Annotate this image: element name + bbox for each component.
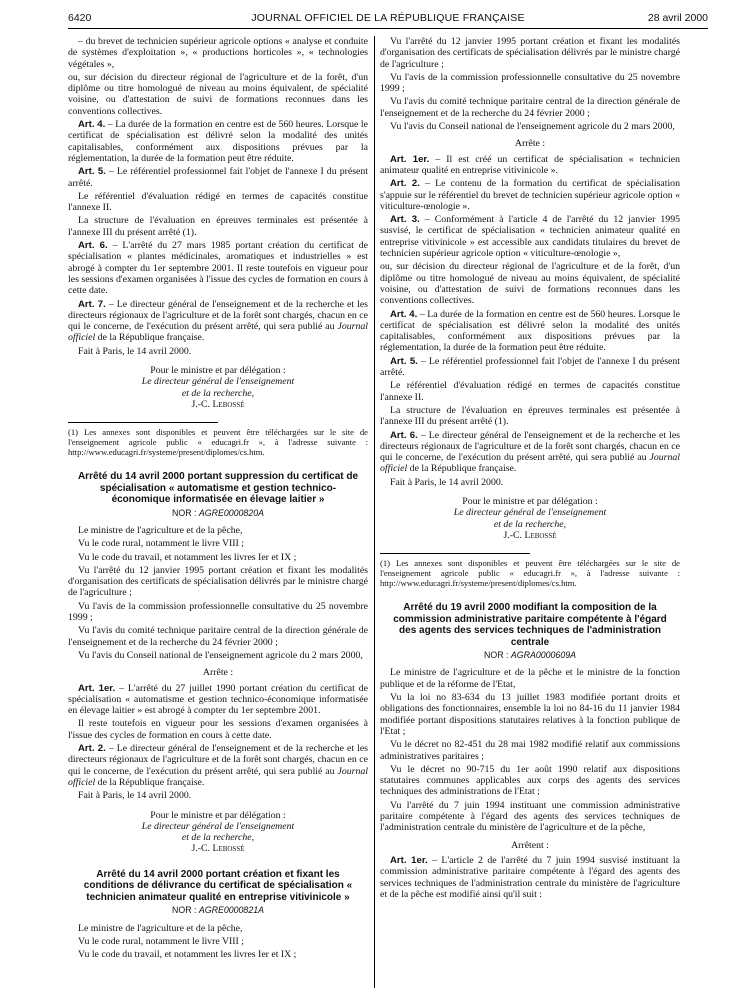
paragraph: Vu le code du travail, et notamment les livres Ier et IX ; xyxy=(78,949,297,961)
signatory-name: J.-C. Lebossé xyxy=(503,529,557,541)
article-3 xyxy=(380,214,680,259)
paragraph: Vu le code du travail, et notamment les livres Ier et IX ; xyxy=(78,551,297,563)
paragraph: Vu le code rural, notamment le livre VIII ; xyxy=(78,935,244,947)
footnote: (1) Les annexes sont disponibles et peuvent être téléchargées sur le site de l'enseignement agricole public « educagri.fr », à l'adresse suivante : http://www.educagri.fr/systeme/present/diplomes/cs.htm. xyxy=(380,558,680,589)
signature-line: et de la recherche, xyxy=(181,832,255,844)
paragraph: Le référentiel d'évaluation rédigé en termes de capacités constitue l'annexe II. xyxy=(68,190,368,214)
footnote-separator xyxy=(68,422,218,423)
article-1 xyxy=(68,683,368,717)
nor-reference: NOR : AGRE0000820A xyxy=(172,507,264,518)
arretent-heading: Arrêtent : xyxy=(511,839,549,851)
arrete-heading: Arrête : xyxy=(514,138,546,150)
column-divider xyxy=(374,36,375,988)
arrete-title: Arrêté du 14 avril 2000 portant création et fixant les conditions de délivrance du certificat de spécialisation « technicien animateur qualité en entreprise vitivinicole » xyxy=(83,868,353,903)
arrete-heading: Arrête : xyxy=(202,667,234,679)
article-label: Art. 6. xyxy=(78,240,108,252)
article-5 xyxy=(380,356,680,379)
paragraph: Vu le décret no 82-451 du 28 mai 1982 modifié relatif aux commissions administratives paritaires ; xyxy=(380,739,680,762)
paragraph: – du brevet de technicien supérieur agricole options « analyse et conduite de systèmes d'exploitation », « productions horticoles », « technologies végétales », xyxy=(68,36,368,70)
paragraph: Vu l'avis de la commission professionnelle consultative du 25 novembre 1999 ; xyxy=(68,600,368,624)
left-column xyxy=(68,36,368,962)
article-label: Art. 6. xyxy=(390,429,418,441)
article-1 xyxy=(380,855,680,900)
issue-date: 28 avril 2000 xyxy=(647,12,708,24)
article-label: Art. 5. xyxy=(78,166,106,178)
footnote: (1) Les annexes sont disponibles et peuvent être téléchargées sur le site de l'enseignement agricole public « educagri.fr », à l'adresse suivante : http://www.educagri.fr/systeme/present/diplomes/cs.htm. xyxy=(68,427,368,458)
paragraph: Vu la loi no 83-634 du 13 juillet 1983 modifiée portant droits et obligations des fonctionnaires, ensemble la loi no 84-16 du 11 janvier 1984 modifiée portant dispositions statutaires relatives à la fonction publique de l'Etat ; xyxy=(380,692,680,737)
article-text: – Il est créé un certificat de spécialisation « technicien animateur qualité en entreprise vitivinicole ». xyxy=(380,153,680,176)
paragraph: ou, sur décision du directeur régional de l'agriculture et de la forêt, d'un diplôme ou titre homologué de niveau au moins équivalent, de spécialité voisine, ou d'attestation de suivi de formations reconnues dans les conventions collectives. xyxy=(380,261,680,307)
article-7 xyxy=(68,299,368,344)
signatory-name: J.-C. Lebossé xyxy=(191,398,245,410)
signature-line: Le directeur général de l'enseignement xyxy=(453,507,607,519)
paragraph: La structure de l'évaluation en épreuves terminales est présentée à l'annexe III du présent arrêté (1). xyxy=(380,404,680,428)
signatory-name: J.-C. Lebossé xyxy=(191,843,245,855)
paragraph: Vu le décret no 90-715 du 1er août 1990 relatif aux dispositions statutaires communes applicables aux corps des agents des services techniques des administrations de l'Etat ; xyxy=(380,763,680,798)
article-text: de la République française. xyxy=(97,776,205,788)
page-header xyxy=(68,6,708,29)
article-label: Art. 2. xyxy=(78,743,106,755)
paragraph: La structure de l'évaluation en épreuves terminales est présentée à l'annexe III du présent arrêté (1). xyxy=(68,215,368,238)
article-label: Art. 1er. xyxy=(390,153,430,165)
article-text: – L'article 2 de l'arrêté du 7 juin 1994 susvisé instituant la commission administrative paritaire compétente à l'égard des agents des services techniques de l'administration centrale du ministère de l'agriculture et de la pêche est modifié ainsi qu'il suit : xyxy=(380,854,681,900)
signature-line: Pour le ministre et par délégation : xyxy=(150,809,286,821)
nor-reference: NOR : AGRE0000821A xyxy=(172,905,264,916)
signature-line: Pour le ministre et par délégation : xyxy=(150,365,286,377)
article-1 xyxy=(380,154,680,177)
paragraph: ou, sur décision du directeur régional de l'agriculture et de la forêt, d'un diplôme ou titre homologué de niveau au moins équivalent, de spécialité voisine, ou d'attestation de suivi de formations reconnues dans les conventions collectives. xyxy=(68,71,368,117)
paragraph: Vu l'arrêté du 12 janvier 1995 portant création et fixant les modalités d'organisation des certificats de spécialisation délivrés par le ministre chargé de l'agriculture ; xyxy=(68,564,368,599)
signature-line: Pour le ministre et par délégation : xyxy=(462,495,598,507)
article-text: – Le contenu de la formation du certificat de spécialisation s'appuie sur le référentiel du brevet de technicien supérieur agricole option « viticulture-œnologie ». xyxy=(380,178,680,212)
right-column xyxy=(380,36,680,902)
paragraph: Vu l'avis du comité technique paritaire central de la direction générale de l'enseignement et de la recherche du 24 février 2000 ; xyxy=(68,625,368,648)
article-text: – Conformément à l'article 4 de l'arrêté du 12 janvier 1995 susvisé, le certificat de spécialisation « technicien animateur qualité en entreprise vitivinicole » est accessible aux candidats titulaires du brevet de technicien supérieur agricole option « viticulture-œnologie », xyxy=(380,214,680,260)
article-label: Art. 7. xyxy=(78,298,106,310)
article-text: de la République française. xyxy=(97,332,205,344)
signature-line: Le directeur général de l'enseignement xyxy=(141,376,295,388)
article-text: – Le directeur général de l'enseignement et de la recherche et les directeurs régionaux de l'agriculture et de la forêt sont chargés, chacun en ce qui le concerne, de l'exécution du présent arrêté, qui sera publié au xyxy=(68,298,368,333)
article-text: – Le directeur général de l'enseignement et de la recherche et les directeurs régionaux de l'agriculture et de la forêt sont chargés, chacun en ce qui le concerne, de l'exécution du présent arrêté, qui sera publié au xyxy=(68,743,368,777)
paragraph: Vu l'avis de la commission professionnelle consultative du 25 novembre 1999 ; xyxy=(380,71,680,95)
article-text: de la République française. xyxy=(409,463,517,475)
article-label: Art. 1er. xyxy=(390,854,428,866)
article-4 xyxy=(68,119,368,164)
article-text: – La durée de la formation en centre est de 560 heures. Lorsque le certificat de spécialisation est délivré selon la modalité des unités capitalisables, conformément aux dispositions prévues par la réglementation, la durée de la formation peut être réduite. xyxy=(380,308,680,354)
footnote-separator xyxy=(380,553,530,554)
paragraph: Vu l'arrêté du 7 juin 1994 instituant une commission administrative paritaire compétente à l'égard des agents des services techniques de l'administration centrale du ministère de l'agriculture et de la pêche, xyxy=(380,799,680,834)
signature-line: Le directeur général de l'enseignement xyxy=(141,820,295,832)
article-label: Art. 1er. xyxy=(78,682,116,694)
paragraph: Il reste toutefois en vigueur pour les sessions d'examen organisées à l'issue des cycles de formation en cours à cette date. xyxy=(68,718,368,741)
paragraph: Le ministre de l'agriculture et de la pêche, xyxy=(78,922,243,934)
article-label: Art. 2. xyxy=(390,178,420,190)
article-text: – La durée de la formation en centre est de 560 heures. Lorsque le certificat de spécialisation est délivré selon la modalité des unités capitalisables, conformément aux dispositions prévues par la réglementation, la durée de la formation peut être réduite. xyxy=(68,119,368,164)
paragraph: Vu l'avis du comité technique paritaire central de la direction générale de l'enseignement et de la recherche du 24 février 2000 ; xyxy=(380,96,680,119)
paragraph: Le ministre de l'agriculture et de la pêche, xyxy=(78,525,243,536)
article-2 xyxy=(68,743,368,788)
journal-officiel-ref: Journal officiel xyxy=(68,321,369,344)
arrete-title: Arrêté du 14 avril 2000 portant suppression du certificat de spécialisation « automatisme et gestion technico-économique informatisée en élevage laitier » xyxy=(77,471,359,506)
nor-reference: NOR : AGRA0000609A xyxy=(484,650,576,661)
arrete-title: Arrêté du 19 avril 2000 modifiant la composition de la commission administrative paritaire compétente à l'égard des agents des services techniques de l'administration centrale xyxy=(393,602,667,648)
article-text: – L'arrêté du 27 mars 1985 portant création du certificat de spécialisation « plantes médicinales, aromatiques et industrielles » est abrogé à compter du 1er septembre 2001. Il reste toutefois en vigueur pour les sessions d'examen organisées à l'issue des cycles de formation en cours à cette date. xyxy=(68,240,368,297)
article-label: Art. 4. xyxy=(78,119,106,131)
article-text: – Le référentiel professionnel fait l'objet de l'annexe I du présent arrêté. xyxy=(68,166,368,189)
page-number: 6420 xyxy=(68,12,92,24)
article-text: – Le directeur général de l'enseignement et de la recherche et les directeurs régionaux de l'agriculture et de la forêt sont chargés, chacun en ce qui le concerne, de l'exécution du présent arrêté, qui sera publié au xyxy=(380,429,680,464)
article-4 xyxy=(380,309,680,354)
place-date: Fait à Paris, le 14 avril 2000. xyxy=(390,476,504,488)
text-columns xyxy=(68,36,708,990)
article-2 xyxy=(380,178,680,212)
article-label: Art. 4. xyxy=(390,308,418,320)
article-label: Art. 3. xyxy=(390,214,420,226)
journal-officiel-ref: Journal officiel xyxy=(380,452,681,475)
paragraph: Vu l'avis du Conseil national de l'enseignement agricole du 2 mars 2000, xyxy=(390,121,675,133)
paragraph: Vu l'arrêté du 12 janvier 1995 portant création et fixant les modalités d'organisation des certificats de spécialisation délivrés par le ministre chargé de l'agriculture ; xyxy=(380,36,680,70)
journal-officiel-ref: Journal officiel xyxy=(68,765,369,788)
paragraph: Le référentiel d'évaluation rédigé en termes de capacités constitue l'annexe II. xyxy=(380,380,680,403)
article-text: – Le référentiel professionnel fait l'objet de l'annexe I du présent arrêté. xyxy=(380,355,680,379)
article-5 xyxy=(68,166,368,189)
article-6 xyxy=(380,430,680,475)
article-label: Art. 5. xyxy=(390,355,418,367)
place-date: Fait à Paris, le 14 avril 2000. xyxy=(78,790,192,802)
place-date: Fait à Paris, le 14 avril 2000. xyxy=(78,345,192,357)
paragraph: Vu le code rural, notamment le livre VIII ; xyxy=(78,538,244,550)
article-text: – L'arrêté du 27 juillet 1990 portant création du certificat de spécialisation « automatisme et gestion technico-économique informatisée en élevage laitier » est abrogé à compter du 1er septembre 2001. xyxy=(68,682,369,717)
paragraph: Le ministre de l'agriculture et de la pêche et le ministre de la fonction publique et de la réforme de l'Etat, xyxy=(380,667,680,690)
journal-title: JOURNAL OFFICIEL DE LA RÉPUBLIQUE FRANÇAISE xyxy=(251,12,525,24)
article-6 xyxy=(68,240,368,296)
signature-line: et de la recherche, xyxy=(181,387,255,399)
paragraph: Vu l'avis du Conseil national de l'enseignement agricole du 2 mars 2000, xyxy=(78,649,363,661)
signature-line: et de la recherche, xyxy=(493,518,567,530)
